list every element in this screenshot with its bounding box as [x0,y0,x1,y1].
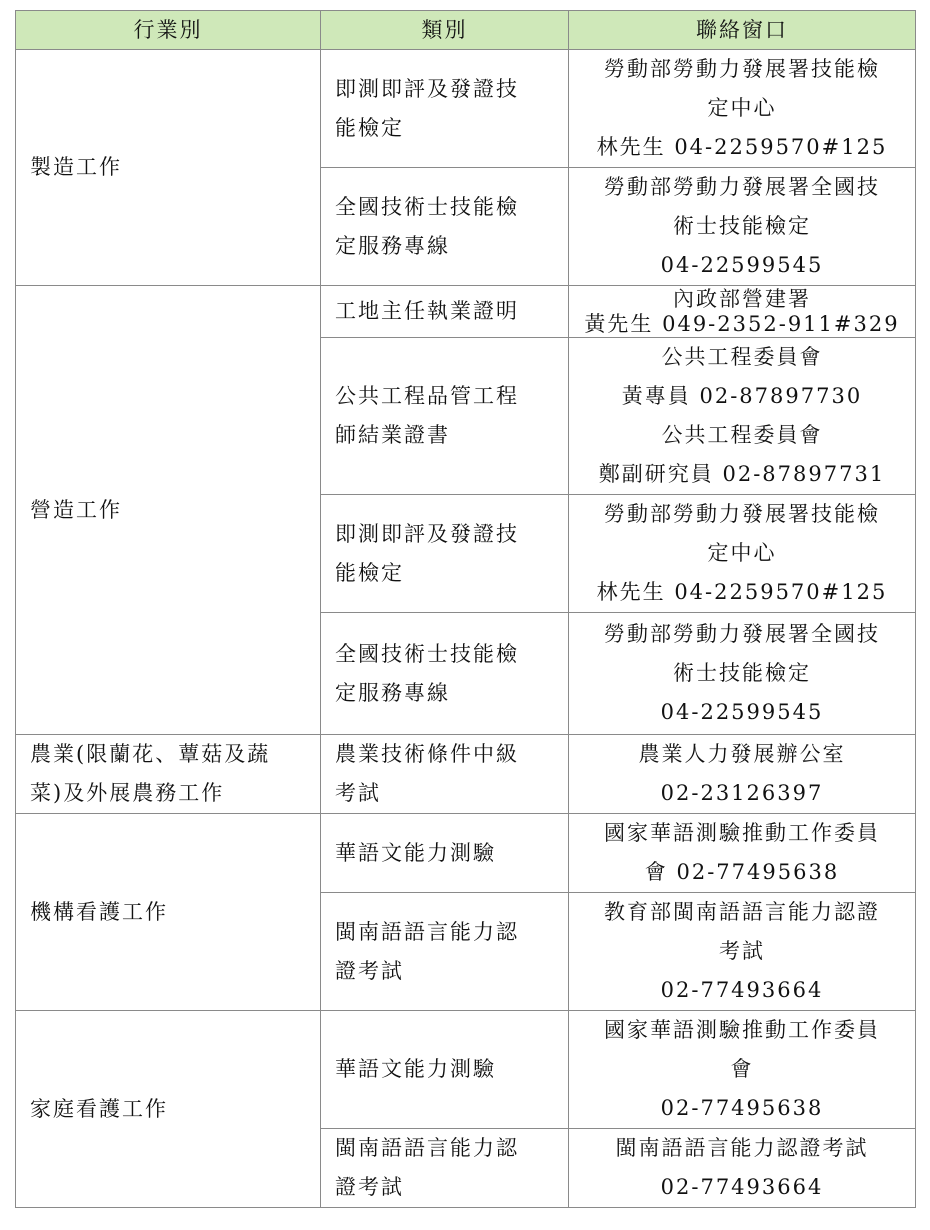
contact-cell [569,495,916,613]
contact-cell [569,286,916,338]
type-cell [321,814,569,893]
industry-text: 菜)及外展農務工作 [30,781,225,805]
contact-cell [569,1011,916,1129]
header-contact: 聯絡窗口 [569,11,916,50]
type-text: 公共工程品管工程 [335,384,519,408]
header-type: 類別 [321,11,569,50]
type-text: 農業技術條件中級 [335,742,519,766]
type-cell [321,1011,569,1129]
type-cell [321,735,569,814]
contact-text: 02-77493664 [660,1175,824,1199]
type-text: 考試 [335,781,381,805]
contact-cell [569,613,916,735]
contact-text: 黃先生 049-2352-911#329 [584,311,900,336]
contact-text: 公共工程委員會 [661,345,823,369]
industry-cell [16,286,321,735]
contact-text: 考試 [719,939,765,963]
type-text: 即測即評及發證技 [335,521,519,546]
industry-text: 製造工作 [30,155,122,179]
contact-cell [569,338,916,495]
contact-text: 04-22599545 [660,253,824,277]
industry-cell [16,50,321,286]
industry-cell [16,814,321,1011]
table-row [16,814,916,893]
contact-cell [569,814,916,893]
type-text: 華語文能力測驗 [335,1057,496,1081]
type-text: 即測即評及發證技 [335,76,519,101]
type-cell [321,50,569,168]
type-cell [321,495,569,613]
industry-text: 家庭看護工作 [30,1096,168,1121]
type-text: 定服務專線 [335,680,450,705]
type-text: 工地主任執業證明 [335,299,519,323]
type-cell [321,893,569,1011]
type-text: 能檢定 [335,560,404,585]
industry-text: 營造工作 [30,497,122,522]
type-text: 證考試 [335,1175,404,1199]
table-row [16,1011,916,1129]
type-text: 全國技術士技能檢 [335,641,519,666]
type-text: 閩南語語言能力認 [335,919,519,944]
industry-text: 農業(限蘭花、蕈菇及蔬 [30,742,271,766]
contact-text: 教育部閩南語語言能力認證 [604,900,880,924]
type-text: 全國技術士技能檢 [335,194,519,219]
contact-cell [569,1129,916,1208]
type-text: 閩南語語言能力認 [335,1136,519,1160]
contact-text: 02-23126397 [660,781,824,805]
type-text: 定服務專線 [335,233,450,258]
industry-cell [16,1011,321,1208]
type-cell [321,338,569,495]
type-cell [321,613,569,735]
contact-cell [569,50,916,168]
contact-text: 02-77495638 [660,1096,824,1120]
contact-text: 02-77493664 [660,978,824,1002]
contact-text: 閩南語語言能力認證考試 [615,1136,869,1160]
header-industry: 行業別 [16,11,321,50]
type-text: 華語文能力測驗 [335,840,496,865]
contact-cell [569,893,916,1011]
contact-text: 勞動部勞動力發展署全國技 [604,175,880,199]
contact-text: 林先生 04-2259570#125 [596,135,888,159]
header-row [16,11,916,50]
contact-text: 農業人力發展辦公室 [638,742,846,766]
contact-text: 術士技能檢定 [673,661,811,685]
contact-text: 術士技能檢定 [673,214,811,238]
contact-text: 04-22599545 [660,700,824,724]
contact-cell [569,735,916,814]
contact-text: 會 [730,1057,754,1081]
contact-text: 公共工程委員會 [661,423,823,447]
type-cell [321,1129,569,1208]
contact-text: 黃專員 02-87897730 [621,384,863,408]
contact-text: 國家華語測驗推動工作委員 [604,1018,880,1042]
industry-text: 機構看護工作 [30,899,168,924]
type-text: 師結業證書 [335,423,450,447]
table-row [16,735,916,814]
contact-text: 勞動部勞動力發展署技能檢 [604,502,880,526]
contact-text: 林先生 04-2259570#125 [596,580,888,604]
table-row [16,50,916,168]
contact-text: 定中心 [707,96,777,120]
contact-text: 會 02-77495638 [644,860,840,884]
type-cell [321,286,569,338]
type-text: 能檢定 [335,115,404,140]
contact-text: 勞動部勞動力發展署技能檢 [604,57,880,81]
industry-cell [16,735,321,814]
type-text: 證考試 [335,958,404,983]
contact-cell [569,168,916,286]
contact-text: 內政部營建署 [673,286,811,311]
contact-text: 國家華語測驗推動工作委員 [604,821,880,845]
type-cell [321,168,569,286]
table-row [16,286,916,338]
contact-text: 勞動部勞動力發展署全國技 [604,622,880,646]
contact-text: 鄭副研究員 02-87897731 [598,462,886,486]
contact-text: 定中心 [707,541,777,565]
contact-table [15,10,916,1208]
